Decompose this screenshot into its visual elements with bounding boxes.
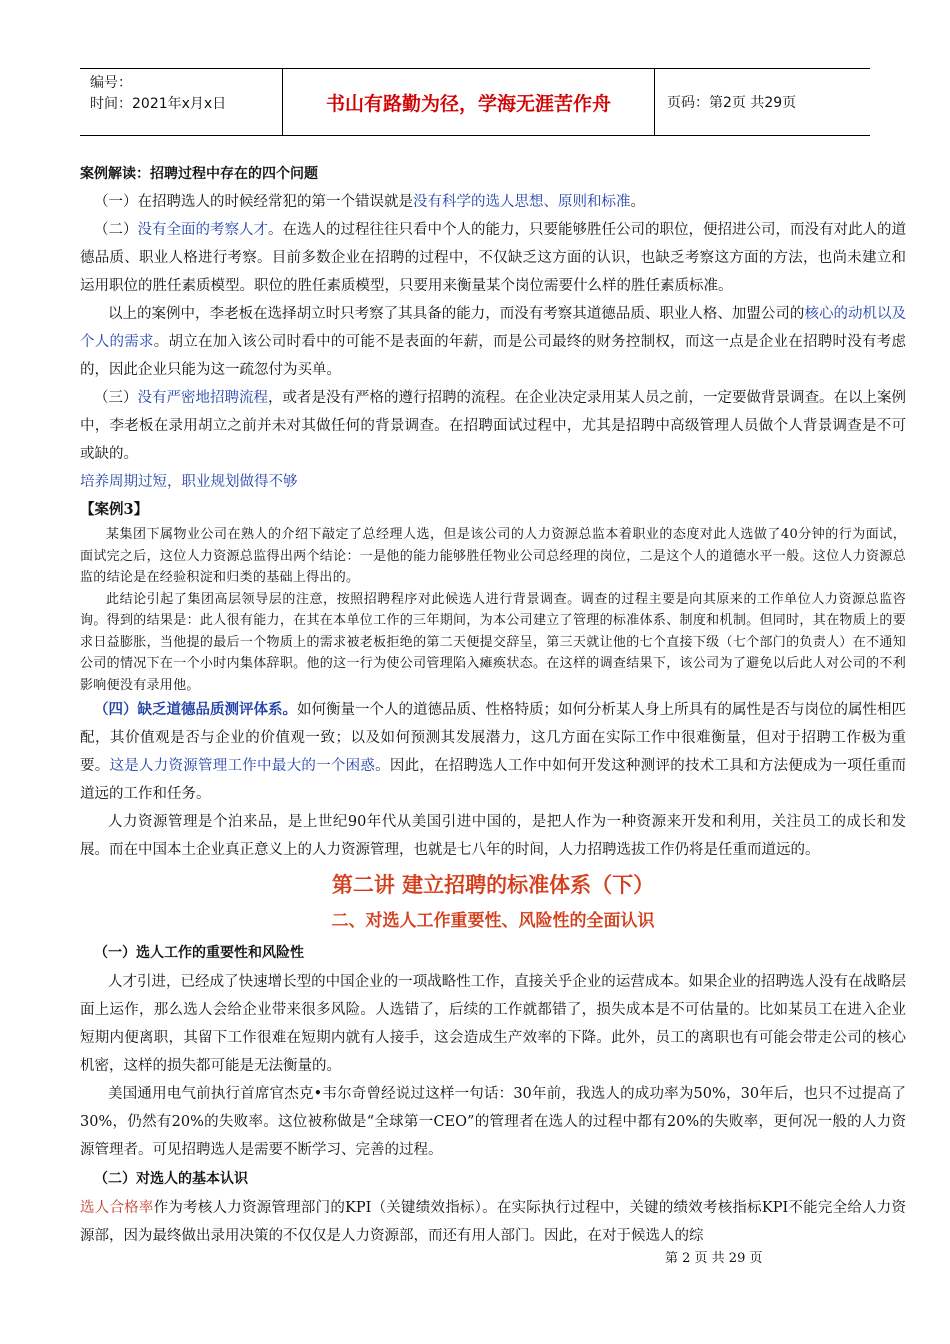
text: 以上的案例中，李老板在选择胡立时只考察了其具备的能力，而没有考察其道德品质、职业人格、加盟公司的 — [108, 306, 805, 322]
subheading-importance: （一）选人工作的重要性和风险性 — [94, 945, 304, 961]
lecture-title: 第二讲 建立招聘的标准体系（下） — [331, 873, 655, 897]
page-header — [80, 68, 870, 136]
text: 作为考核人力资源管理部门的KPI（关键绩效指标）。在实际执行过程中，关键的绩效考核指标KPI不能完全给人力资源部，因为最终做出录用决策的不仅仅是人力资源部，而还有用人部门。因此，在对于候选人的综 — [80, 1200, 906, 1244]
highlight-text: 没有全面的考察人才 — [137, 222, 268, 238]
text: 如何衡量一个人的道德品质、性格特质；如何分析某人身上所具有的属性是否与岗位的属性相匹配，其价值观是否与企业的价值观一致；以及如何预测其发展潜力，这几方面在实际工作中很难衡量，但对于招聘工作极为重要。 — [80, 702, 906, 774]
paragraph-problem-1 — [80, 188, 906, 216]
paragraph-importance-2: 美国通用电气前执行首席官杰克•韦尔奇曾经说过这样一句话：30年前，我选人的成功率为50%，30年后，也只不过提高了30%，仍然有20%的失败率。这位被称做是“全球第一CEO”的管理者在选人的过程中都有20%的失败率，更何况一般的人力资源管理者。可见招聘选人是需要不断学习、完善的过程。 — [80, 1086, 906, 1158]
case3-paragraph-1: 某集团下属物业公司在熟人的介绍下敲定了总经理人选，但是该公司的人力资源总监本着职业的态度对此人选做了40分钟的行为面试，面试完之后，这位人力资源总监得出两个结论：一是他的能力能够胜任物业公司总经理的岗位，二是这个人的道德水平一般。这位人力资源总监的结论是在经验积淀和归类的基础上得出的。 — [80, 527, 906, 585]
paragraph-training-note: 培养周期过短，职业规划做得不够 — [80, 474, 298, 490]
paragraph-hr-history: 人力资源管理是个泊来品，是上世纪90年代从美国引进中国的，是把人作为一种资源来开发和利用，关注员工的成长和发展。而在中国本土企业真正意义上的人力资源管理，也就是七八年的时间，人力招聘选拔工作仍将是任重而道远的。 — [80, 814, 906, 858]
highlight-text: 核心的动机以及个人的需求 — [80, 306, 907, 350]
text: 。因此，在招聘选人工作中如何开发这种测评的技术工具和方法便成为一项任重而道远的工作和任务。 — [80, 758, 907, 802]
highlight-text: 选人合格率 — [80, 1200, 154, 1216]
document-body — [80, 160, 906, 1250]
case3-paragraph-2: 此结论引起了集团高层领导层的注意，按照招聘程序对此候选人进行背景调查。调查的过程主要是向其原来的工作单位人力资源总监咨询。得到的结果是：此人很有能力，在其在本单位工作的三年期间，为本公司建立了管理的标准体系、制度和机制。但同时，其在物质上的要求日益膨胀，当他提的最后一个物质上的需求被老板拒绝的第二天便提交辞呈，第三天就让他的七个直接下级（七个部门的负责人）在不通知公司的情况下在一个小时内集体辞职。他的这一行为使公司管理陷入瘫痪状态。在这样的调查结果下，该公司为了避免以后此人对公司的不利影响便没有录用他。 — [80, 591, 906, 693]
highlight-text: 没有科学的选人思想、原则和标准 — [413, 194, 631, 210]
section-title: 二、对选人工作重要性、风险性的全面认识 — [331, 911, 655, 931]
highlight-text: 这是人力资源管理工作中最大的一个困惑 — [109, 758, 376, 774]
text: 。在选人的过程往往只看中个人的能力，只要能够胜任公司的职位，便招进公司，而没有对此人的道德品质、职业人格进行考察。目前多数企业在招聘的过程中，不仅缺乏这方面的认识，也缺乏考察这方面的方法，也尚未建立和运用职位的胜任素质模型。职位的胜任素质模型，只要用来衡量某个岗位需要什么样的胜任素质标准。 — [80, 222, 906, 294]
paragraph-problem-3 — [80, 384, 906, 468]
doc-time-label: 时间：2021年x月x日 — [90, 96, 227, 112]
highlight-text: （四）缺乏道德品质测评体系。 — [94, 701, 297, 718]
subheading-basic-understanding: （二）对选人的基本认识 — [94, 1171, 248, 1187]
text: 。 — [630, 194, 645, 210]
text: （三） — [94, 390, 138, 406]
page-footer: 第 2 页 共 29 页 — [665, 1251, 763, 1266]
text: 。胡立在加入该公司时看中的可能不是表面的年薪，而是公司最终的财务控制权，而这一点是企业在招聘时没有考虑的，因此企业只能为这一疏忽付为买单。 — [80, 334, 907, 378]
header-page-info: 页码：第2页 共29页 — [667, 95, 797, 111]
paragraph-basic-1 — [80, 1194, 906, 1250]
header-meta — [80, 69, 283, 135]
case3-label: 【案例3】 — [80, 501, 149, 518]
text: （二） — [94, 222, 138, 238]
paragraph-case-review — [80, 300, 906, 384]
paragraph-problem-2 — [80, 216, 906, 300]
text: （一）在招聘选人的时候经常犯的第一个错误就是 — [94, 194, 413, 210]
text: ，或者是没有严格的遵行招聘的流程。在企业决定录用某人员之前，一定要做背景调查。在以上案例中，李老板在录用胡立之前并未对其做任何的背景调查。在招聘面试过程中，尤其是招聘中高级管理人员做个人背景调查是不可或缺的。 — [80, 390, 906, 462]
highlight-text: 没有严密地招聘流程 — [137, 390, 268, 406]
case-analysis-title: 案例解读：招聘过程中存在的四个问题 — [80, 166, 318, 182]
header-motto: 书山有路勤为径，学海无涯苦作舟 — [283, 69, 655, 135]
paragraph-problem-4 — [80, 696, 906, 808]
paragraph-importance-1: 人才引进，已经成了快速增长型的中国企业的一项战略性工作，直接关乎企业的运营成本。如果企业的招聘选人没有在战略层面上运作，那么选人会给企业带来很多风险。人选错了，后续的工作就都错了，损失成本是不可估量的。比如某员工在进入企业短期内便离职，其留下工作很难在短期内就有人接手，这会造成生产效率的下降。此外，员工的离职也有可能会带走公司的核心机密，这样的损失都可能是无法衡量的。 — [80, 974, 906, 1074]
doc-number-label: 编号： — [90, 75, 132, 91]
